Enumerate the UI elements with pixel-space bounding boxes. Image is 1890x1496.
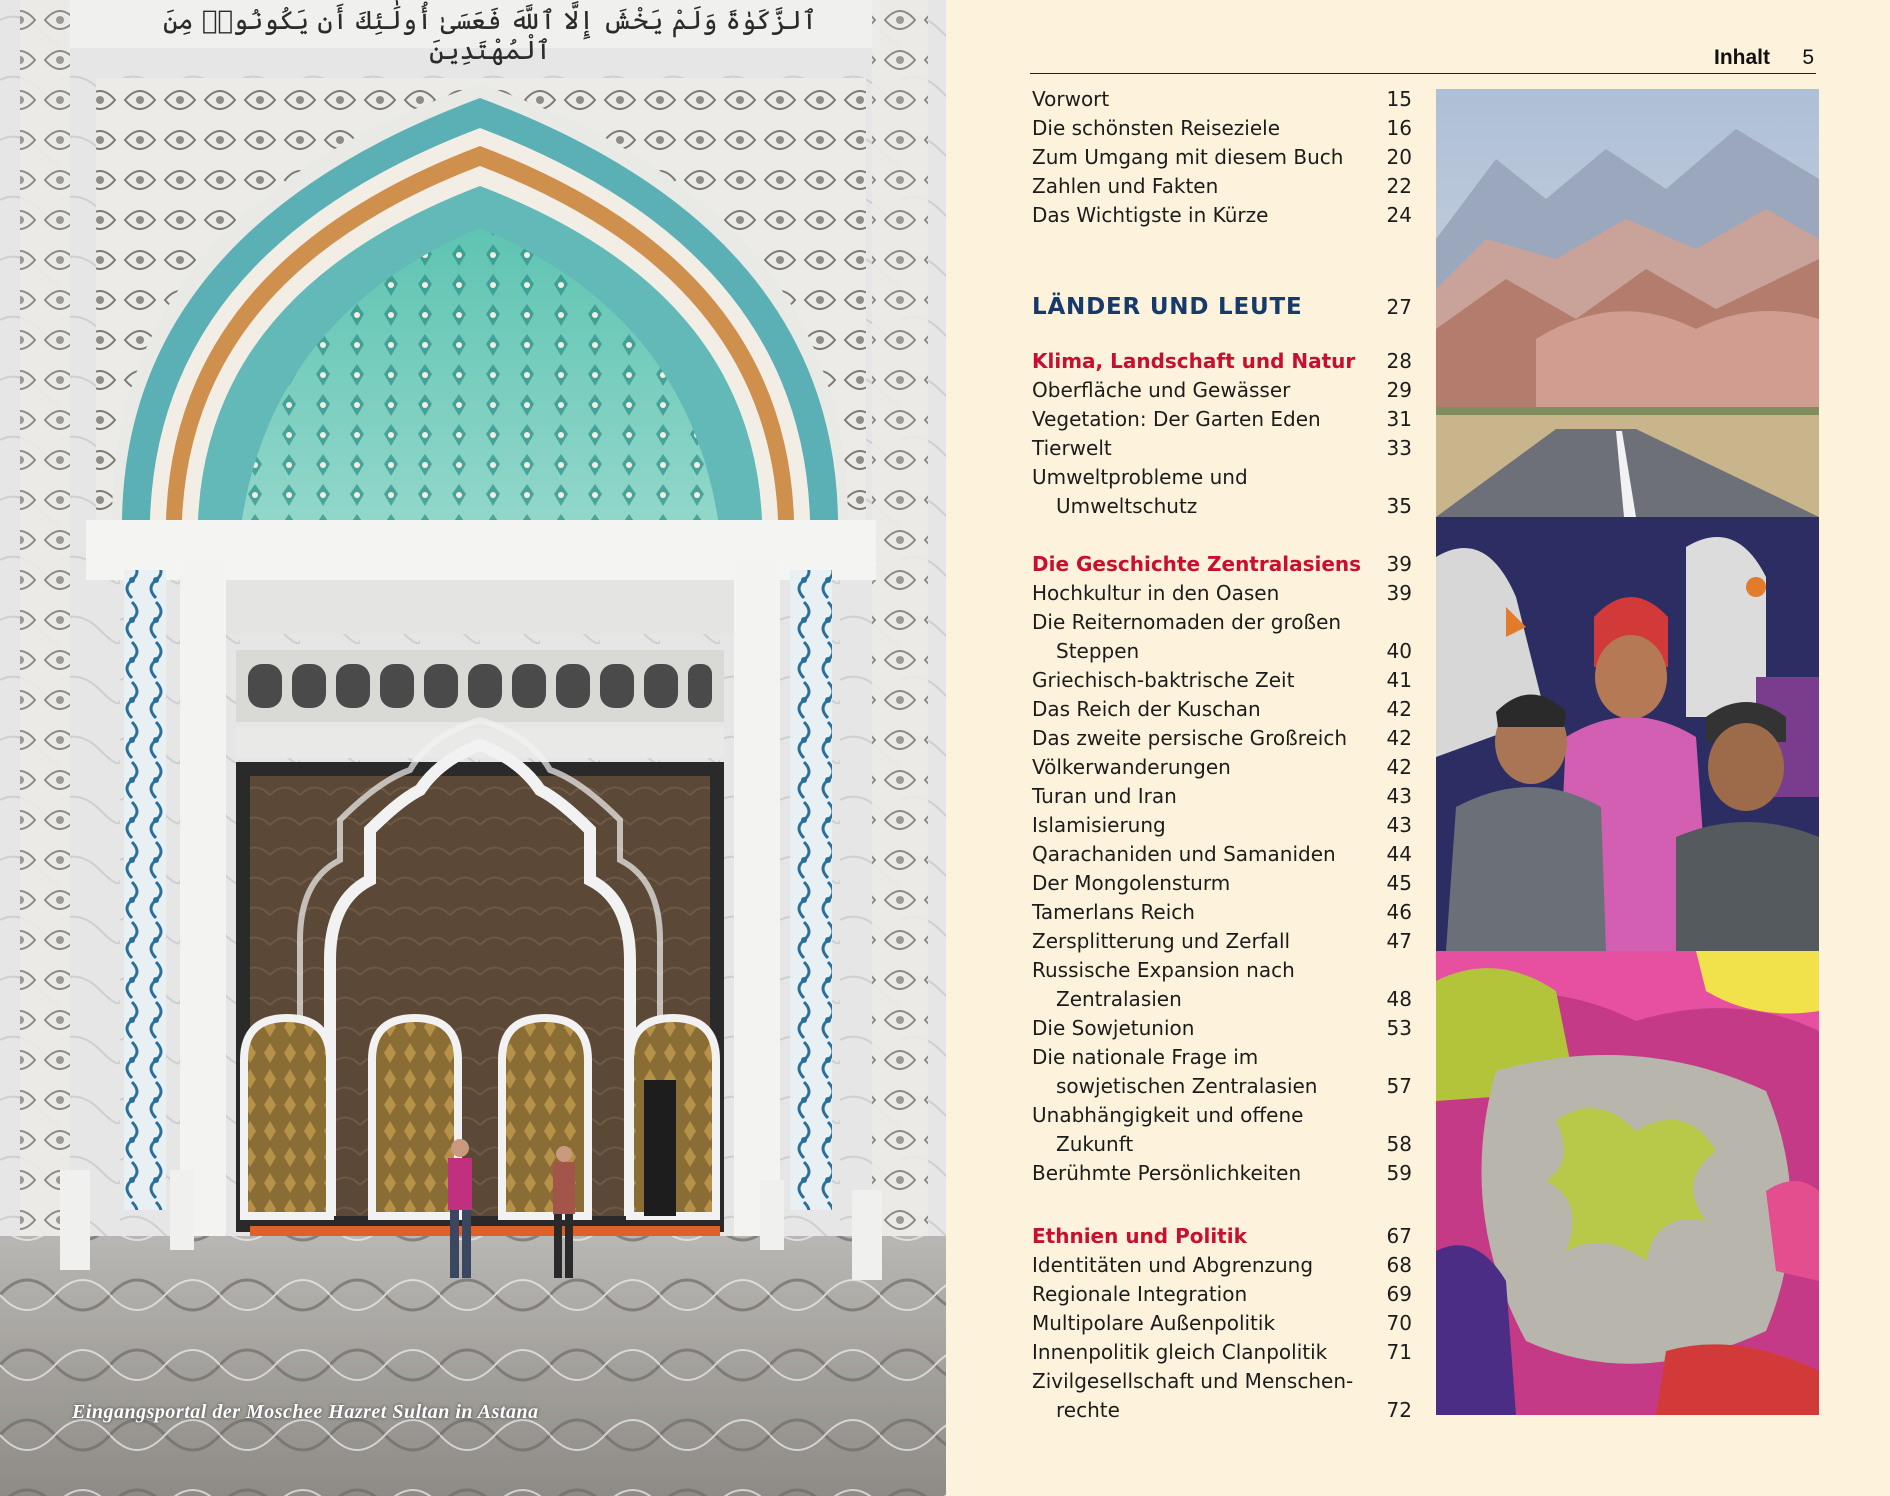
toc-entry-label: Völkerwanderungen	[1032, 755, 1231, 779]
toc-entry[interactable]	[1032, 376, 1412, 405]
toc-entry-page: 16	[1386, 116, 1412, 140]
toc-entry-label: Zentralasien	[1056, 987, 1182, 1011]
toc-entry[interactable]	[1032, 1251, 1412, 1280]
toc-entry-page: 24	[1386, 203, 1412, 227]
toc-entry-page: 22	[1386, 174, 1412, 198]
toc-entry-page: 43	[1386, 784, 1412, 808]
toc-entry-continuation[interactable]	[1032, 1396, 1412, 1425]
toc-entry-page: 43	[1386, 813, 1412, 837]
toc-entry-page: 40	[1386, 639, 1412, 663]
toc-entry-label: Identitäten und Abgrenzung	[1032, 1253, 1314, 1277]
toc-entry-label: rechte	[1056, 1398, 1120, 1422]
toc-entry[interactable]	[1032, 143, 1412, 172]
toc-entry[interactable]	[1032, 1280, 1412, 1309]
toc-entry-page: 42	[1386, 726, 1412, 750]
toc-entry-page: 68	[1386, 1253, 1412, 1277]
toc-entry[interactable]	[1032, 840, 1412, 869]
toc-entry-label: Berühmte Persönlichkeiten	[1032, 1161, 1302, 1185]
felt-textiles-illustration	[1436, 951, 1819, 1415]
family-portrait-photo	[1436, 517, 1819, 951]
running-head-title: Inhalt	[1714, 46, 1770, 69]
toc-entry[interactable]	[1032, 434, 1412, 463]
arabic-inscription: ٱلزَّكَوٰةَ وَلَمْ يَخْشَ إِلَّا ٱللَّهَ فَعَسَىٰ أُولَٰٓئِكَ أَن يَكُونُوا۟ مِنَ ٱلْمُهْتَدِينَ	[162, 6, 818, 66]
toc-entry[interactable]	[1032, 898, 1412, 927]
toc-section-heading[interactable]	[1032, 347, 1412, 376]
toc-entry-label: Tierwelt	[1032, 436, 1112, 460]
toc-entry-page: 47	[1386, 929, 1412, 953]
toc-entry-page: 70	[1386, 1311, 1412, 1335]
photo-caption: Eingangsportal der Moschee Hazret Sultan in Astana	[72, 1401, 539, 1423]
toc-entry-page: 42	[1386, 697, 1412, 721]
toc-entry-label: Der Mongolensturm	[1032, 871, 1231, 895]
toc-entry-label: Steppen	[1056, 639, 1140, 663]
toc-entry-label: Vegetation: Der Garten Eden	[1032, 407, 1321, 431]
toc-entry[interactable]	[1032, 85, 1412, 114]
toc-entry[interactable]	[1032, 666, 1412, 695]
toc-section-page: 39	[1386, 552, 1412, 576]
toc-entry-label: Regionale Integration	[1032, 1282, 1248, 1306]
running-head	[1030, 46, 1816, 74]
toc-section-label: Die Geschichte Zentralasiens	[1032, 552, 1362, 576]
toc-entry-label: Zukunft	[1056, 1132, 1134, 1156]
toc-entry-label: Griechisch-baktrische Zeit	[1032, 668, 1295, 692]
toc-entry-label: Die Sowjetunion	[1032, 1016, 1195, 1040]
toc-entry-label: Hochkultur in den Oasen	[1032, 581, 1280, 605]
toc-entry-page: 39	[1386, 581, 1412, 605]
toc-chapter-label: LÄNDER UND LEUTE	[1032, 294, 1303, 320]
toc-entry[interactable]	[1032, 782, 1412, 811]
toc-entry[interactable]	[1032, 695, 1412, 724]
toc-entry[interactable]	[1032, 1014, 1412, 1043]
toc-entry-label: Vorwort	[1032, 87, 1110, 111]
toc-entry-label: sowjetischen Zentralasien	[1056, 1074, 1318, 1098]
toc-entry[interactable]	[1032, 608, 1412, 637]
toc-entry-page: 57	[1386, 1074, 1412, 1098]
toc-entry-continuation[interactable]	[1032, 1130, 1412, 1159]
page-number: 5	[1802, 46, 1814, 69]
toc-entry[interactable]	[1032, 1309, 1412, 1338]
toc-entry[interactable]	[1032, 724, 1412, 753]
toc-entry-label: Die Reiternomaden der großen	[1032, 610, 1342, 634]
toc-entry-page: 69	[1386, 1282, 1412, 1306]
toc-entry-label: Islamisierung	[1032, 813, 1166, 837]
toc-entry-page: 44	[1386, 842, 1412, 866]
toc-entry-label: Multipolare Außenpolitik	[1032, 1311, 1276, 1335]
toc-entry-page: 33	[1386, 436, 1412, 460]
toc-entry[interactable]	[1032, 114, 1412, 143]
toc-entry[interactable]	[1032, 927, 1412, 956]
toc-section-heading[interactable]	[1032, 1222, 1412, 1251]
toc-entry-label: Turan und Iran	[1032, 784, 1177, 808]
toc-entry-label: Zivilgesellschaft und Menschen-	[1032, 1369, 1354, 1393]
toc-section-label: Klima, Landschaft und Natur	[1032, 349, 1356, 373]
toc-entry-page: 41	[1386, 668, 1412, 692]
toc-entry[interactable]	[1032, 753, 1412, 782]
toc-entry[interactable]	[1032, 1367, 1412, 1396]
toc-entry[interactable]	[1032, 869, 1412, 898]
toc-entry-continuation[interactable]	[1032, 637, 1412, 666]
toc-entry[interactable]	[1032, 1338, 1412, 1367]
toc-entry-label: Russische Expansion nach	[1032, 958, 1295, 982]
toc-chapter-heading[interactable]	[1032, 293, 1412, 322]
toc-entry-label: Zersplitterung und Zerfall	[1032, 929, 1291, 953]
toc-entry-label: Das zweite persische Großreich	[1032, 726, 1348, 750]
toc-section-page: 28	[1386, 349, 1412, 373]
toc-section-page: 67	[1386, 1224, 1412, 1248]
toc-entry[interactable]	[1032, 405, 1412, 434]
toc-entry-label: Umweltschutz	[1056, 494, 1198, 518]
felt-textiles-photo	[1436, 951, 1819, 1415]
toc-entry-page: 71	[1386, 1340, 1412, 1364]
toc-entry-page: 48	[1386, 987, 1412, 1011]
toc-entry-label: Umweltprobleme und	[1032, 465, 1248, 489]
toc-section-label: Ethnien und Politik	[1032, 1224, 1247, 1248]
toc-entry-page: 15	[1386, 87, 1412, 111]
toc-entry-label: Das Wichtigste in Kürze	[1032, 203, 1269, 227]
toc-entry[interactable]	[1032, 956, 1412, 985]
toc-entry[interactable]	[1032, 172, 1412, 201]
toc-entry[interactable]	[1032, 811, 1412, 840]
toc-entry[interactable]	[1032, 579, 1412, 608]
toc-entry-continuation[interactable]	[1032, 492, 1412, 521]
toc-entry-page: 58	[1386, 1132, 1412, 1156]
toc-entry-page: 42	[1386, 755, 1412, 779]
toc-entry-label: Oberfläche und Gewässer	[1032, 378, 1291, 402]
toc-entry-label: Tamerlans Reich	[1032, 900, 1195, 924]
family-portrait-illustration	[1436, 517, 1819, 951]
toc-entry-page: 35	[1386, 494, 1412, 518]
toc-entry-continuation[interactable]	[1032, 1072, 1412, 1101]
toc-entry[interactable]	[1032, 1043, 1412, 1072]
toc-chapter-page: 27	[1386, 295, 1412, 319]
toc-entry-label: Zum Umgang mit diesem Buch	[1032, 145, 1344, 169]
toc-entry-label: Qarachaniden und Samaniden	[1032, 842, 1336, 866]
toc-entry-page: 53	[1386, 1016, 1412, 1040]
toc-entry-continuation[interactable]	[1032, 985, 1412, 1014]
toc-entry-page: 72	[1386, 1398, 1412, 1422]
toc-entry-label: Zahlen und Fakten	[1032, 174, 1219, 198]
toc-section-heading[interactable]	[1032, 550, 1412, 579]
toc-entry-label: Innenpolitik gleich Clanpolitik	[1032, 1340, 1328, 1364]
toc-entry-page: 45	[1386, 871, 1412, 895]
toc-entry-label: Die nationale Frage im	[1032, 1045, 1259, 1069]
toc-entry-page: 59	[1386, 1161, 1412, 1185]
mountain-road-illustration	[1436, 89, 1819, 517]
toc-entry-page: 20	[1386, 145, 1412, 169]
toc-entry-page: 29	[1386, 378, 1412, 402]
toc-entry-page: 31	[1386, 407, 1412, 431]
toc-entry[interactable]	[1032, 1159, 1412, 1188]
toc-entry-label: Unabhängigkeit und offene	[1032, 1103, 1304, 1127]
toc-entry[interactable]	[1032, 1101, 1412, 1130]
mountain-road-photo	[1436, 89, 1819, 517]
toc-entry[interactable]	[1032, 463, 1412, 492]
contents-page	[946, 0, 1890, 1496]
toc-entry[interactable]	[1032, 201, 1412, 230]
toc-entry-label: Das Reich der Kuschan	[1032, 697, 1261, 721]
toc-entry-label: Die schönsten Reiseziele	[1032, 116, 1281, 140]
toc-entry-page: 46	[1386, 900, 1412, 924]
